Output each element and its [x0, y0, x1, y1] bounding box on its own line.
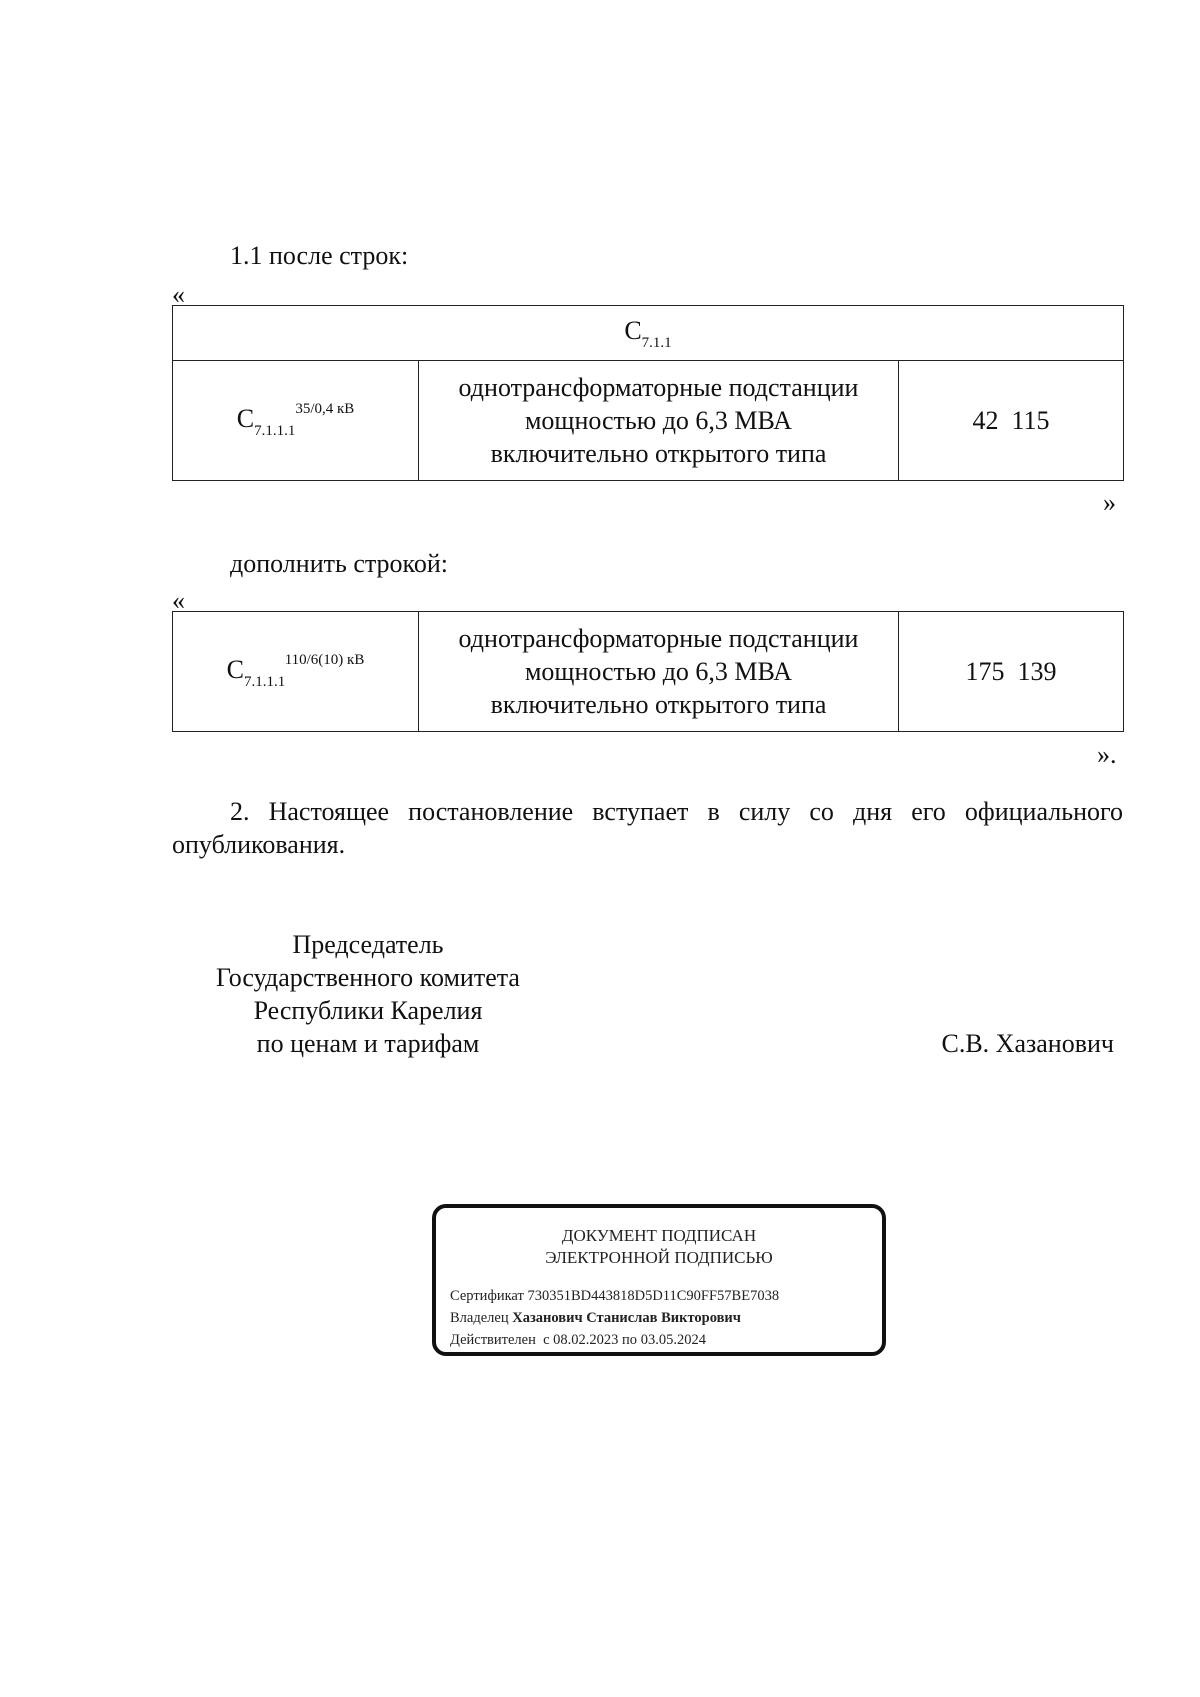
stamp-owner-value: Хазанович Станислав Викторович — [512, 1310, 741, 1326]
stamp-valid-label: Действителен с — [450, 1332, 550, 1348]
row-description-line: однотрансформаторные подстанции — [458, 373, 859, 402]
header-code-cell — [173, 306, 1124, 361]
row-code-sub: 7.1.1.1 — [254, 422, 296, 439]
row-code-sup: 35/0,4 кВ — [295, 400, 355, 417]
header-code-base: С — [624, 316, 642, 345]
section1-close-quote: » — [1103, 488, 1116, 517]
signatory-name: С.В. Хазанович — [941, 1029, 1114, 1058]
section2-intro: дополнить строкой: — [230, 549, 448, 578]
row-code-base: С — [236, 403, 255, 433]
section1-open-quote: « — [172, 280, 185, 309]
row-description-line: включительно открытого типа — [490, 439, 827, 468]
row-code-cell — [173, 361, 419, 481]
stamp-valid-to-label: по — [622, 1332, 638, 1348]
signatory-position-line: Государственного комитета — [216, 963, 520, 992]
signatory-position-line: Председатель — [292, 930, 444, 959]
row-value-cell — [899, 612, 1124, 732]
section2-table — [172, 611, 1124, 732]
table-row — [173, 361, 1124, 481]
table-row — [173, 612, 1124, 732]
row-value-cell — [899, 361, 1124, 481]
row-code-cell — [173, 612, 419, 732]
row-code-sub: 7.1.1.1 — [243, 673, 285, 690]
section1-intro: 1.1 после строк: — [230, 241, 409, 270]
stamp-title-line: ДОКУМЕНТ ПОДПИСАН — [561, 1226, 757, 1245]
stamp-owner-label: Владелец — [450, 1310, 509, 1326]
signatory-position — [178, 928, 558, 1060]
signatory-position-line: Республики Карелия — [253, 996, 483, 1025]
stamp-certificate-value: 730351BD443818D5D11C90FF57BE7038 — [527, 1288, 780, 1304]
row-code-base: С — [226, 654, 244, 684]
section2-close-quote: ». — [1097, 740, 1117, 769]
row-value: 175 139 — [965, 657, 1057, 686]
stamp-certificate-label: Сертификат — [450, 1288, 524, 1304]
row-description-cell — [419, 612, 899, 732]
row-code-sup: 110/6(10) кВ — [284, 651, 365, 668]
row-description-line: мощностью до 6,3 МВА — [524, 406, 793, 435]
electronic-signature-stamp — [432, 1204, 886, 1356]
row-description-line: мощностью до 6,3 МВА — [524, 657, 793, 686]
row-value: 42 115 — [972, 406, 1050, 435]
row-description-line: однотрансформаторные подстанции — [458, 624, 859, 653]
signatory-position-line: по ценам и тарифам — [256, 1029, 480, 1058]
section1-table — [172, 305, 1124, 481]
stamp-certificate-line — [450, 1286, 779, 1306]
paragraph-2: 2. Настоящее постановление вступает в силу со дня его официального опубликования. — [172, 797, 1123, 859]
table-header-row — [173, 306, 1124, 361]
section2-open-quote: « — [172, 586, 185, 615]
row-description-cell — [419, 361, 899, 481]
header-code-sub: 7.1.1 — [641, 335, 672, 351]
stamp-title-line: ЭЛЕКТРОННОЙ ПОДПИСЬЮ — [545, 1248, 773, 1267]
stamp-validity-line — [450, 1330, 706, 1350]
stamp-valid-from: 08.02.2023 — [553, 1332, 619, 1348]
stamp-valid-to: 03.05.2024 — [640, 1332, 706, 1348]
row-description-line: включительно открытого типа — [490, 690, 827, 719]
stamp-owner-line — [450, 1308, 741, 1328]
